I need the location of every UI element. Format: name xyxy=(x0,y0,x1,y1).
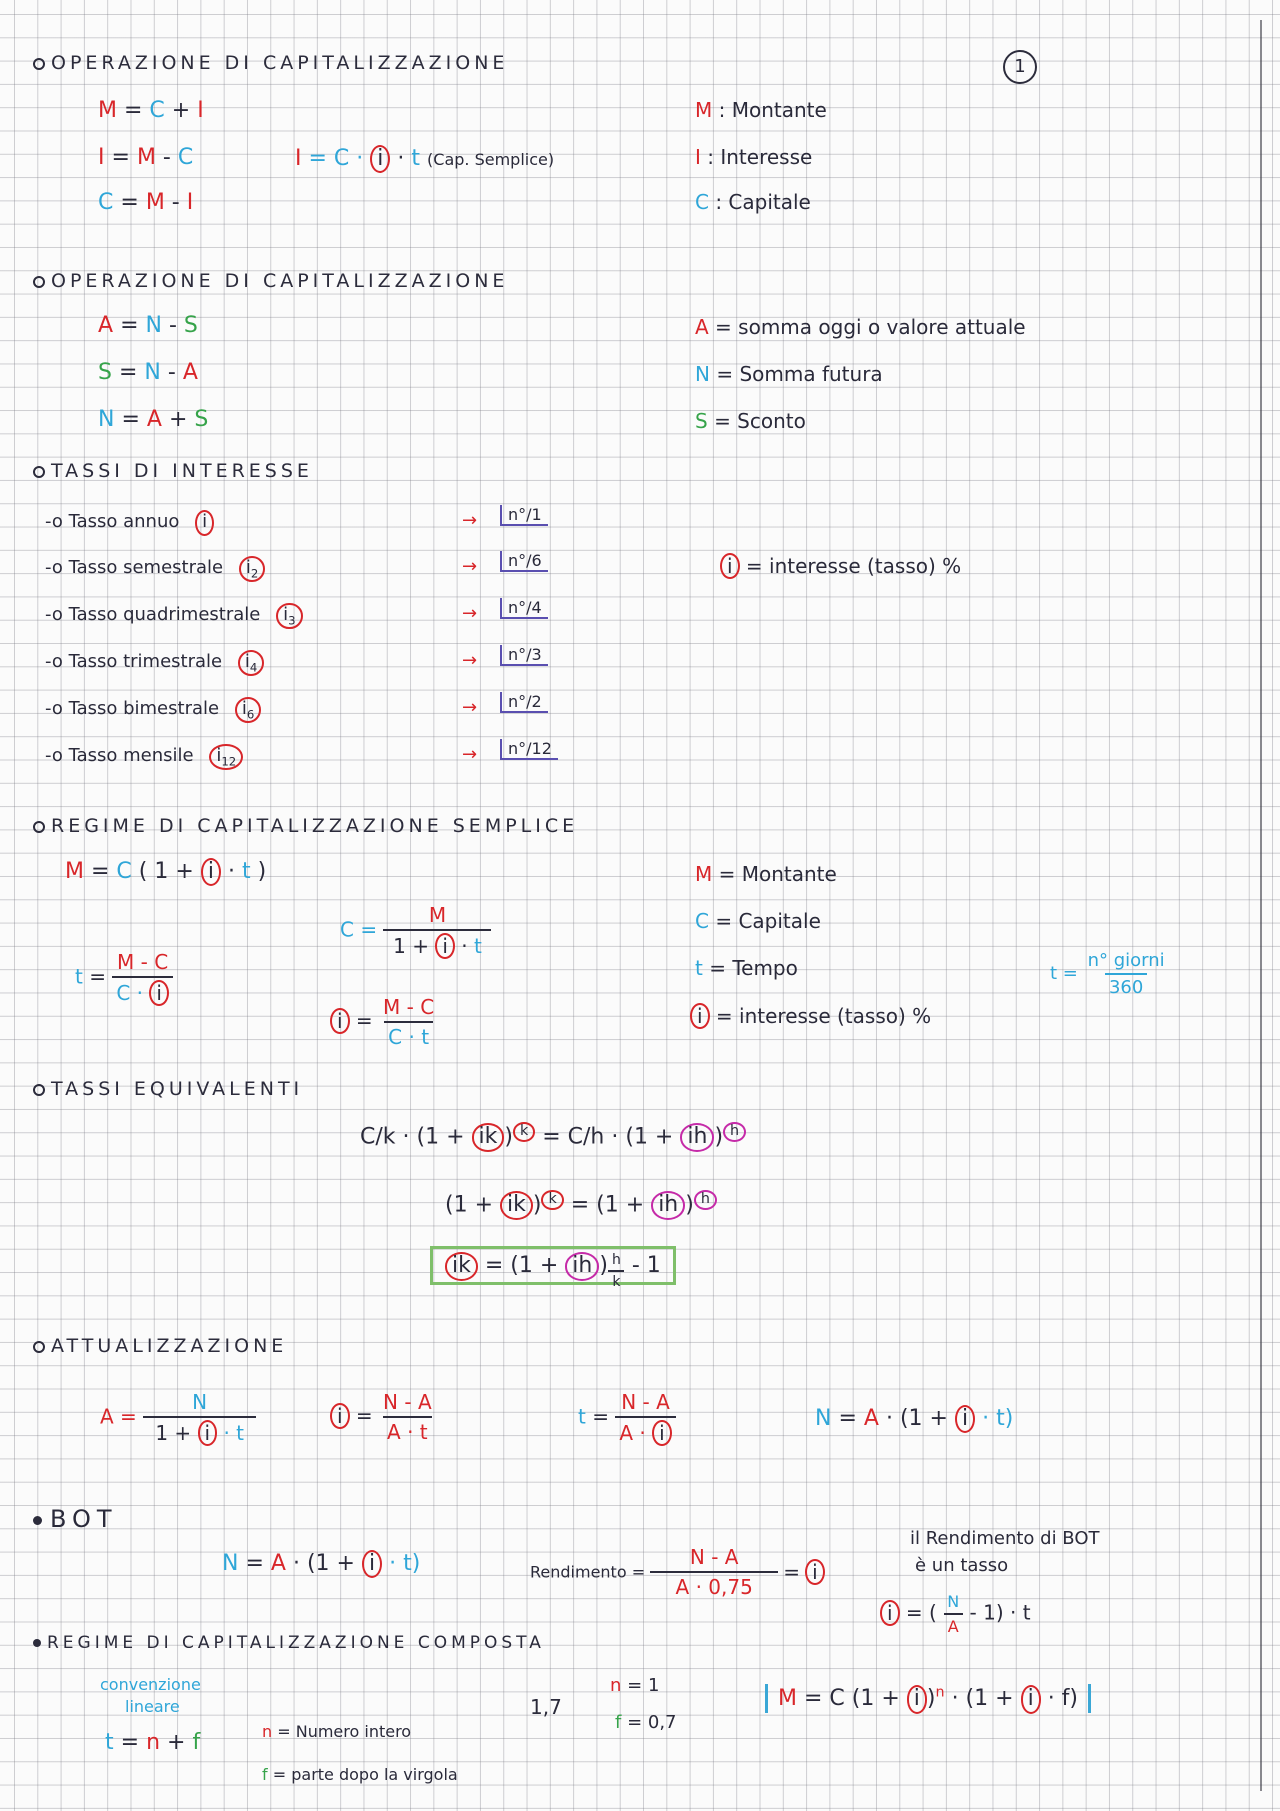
s4-c-formula xyxy=(340,903,491,959)
s8-final-formula xyxy=(765,1685,1091,1714)
bullet-icon xyxy=(33,1341,45,1353)
s1-f1-a: M xyxy=(98,98,117,123)
s7-n-pre: · (1 + xyxy=(292,1551,355,1576)
s7-i-eq: = ( xyxy=(905,1600,937,1625)
rate-row-fourmonthly-sub: 3 xyxy=(288,613,296,628)
s4-i-den-c: C · xyxy=(388,1025,415,1049)
rate-fraction-5-text: n°/2 xyxy=(500,692,548,713)
rate-row-fourmonthly-label: -o Tasso quadrimestrale xyxy=(45,604,261,625)
rate-row-quarterly-label: -o Tasso trimestrale xyxy=(45,651,223,672)
s6-t-eq: = xyxy=(592,1404,609,1429)
s6-n-post: · t) xyxy=(982,1406,1014,1431)
s4-c-lhs: C = xyxy=(340,917,378,942)
s2-f2-a: S xyxy=(98,360,112,385)
s5-l2-ik: ik xyxy=(500,1191,533,1219)
s7-note-line-1: il Rendimento di BOT xyxy=(910,1528,1100,1549)
s6-a-num: N xyxy=(192,1390,208,1414)
s4-legend-1-text: = Montante xyxy=(718,862,837,886)
s6-i-eq: = xyxy=(355,1403,373,1428)
rate-fraction-4-text: n°/3 xyxy=(500,645,548,666)
s4-legend-1-sym: M xyxy=(695,862,713,886)
rate-fraction-2-text: n°/6 xyxy=(500,551,548,572)
s4-i-eq: = xyxy=(355,1008,373,1033)
s6-a-den-i: i xyxy=(198,1420,218,1446)
s6-i-formula xyxy=(330,1390,436,1444)
s7-n-post: · t) xyxy=(389,1551,421,1576)
s4-days-num: n° giorni xyxy=(1087,950,1165,971)
s2-f2-c: A xyxy=(182,360,198,385)
s8-t-n: n xyxy=(146,1730,161,1755)
s7-i-sym: i xyxy=(880,1600,900,1626)
s2-f1-op: - xyxy=(168,313,177,338)
page-number-label: 1 xyxy=(1003,50,1037,84)
s6-i-fraction xyxy=(379,1390,436,1444)
s8-example: 1,7 xyxy=(530,1695,562,1719)
s7-rendimento xyxy=(530,1545,825,1599)
s4-legend-3-sym: t xyxy=(695,956,703,980)
rate-row-quarterly xyxy=(45,650,264,676)
rate-row-annual-sym: i xyxy=(202,511,208,532)
s5-l3-ih: ih xyxy=(565,1252,599,1280)
s5-l1-mid: = C/h · (1 + xyxy=(542,1124,674,1150)
s7-rend-num: N - A xyxy=(689,1545,739,1569)
s2-f2-b: N xyxy=(144,360,161,385)
s4-days-den: 360 xyxy=(1105,973,1147,998)
s7-i-formula xyxy=(880,1592,1031,1636)
s8-final-i1: i xyxy=(907,1685,927,1713)
s1-f1-eq: = xyxy=(123,98,143,123)
s4-c-fraction xyxy=(383,903,491,959)
s4-main-M: M xyxy=(65,859,84,884)
s1-f4-i: i xyxy=(370,145,390,173)
s4-main-plus: + xyxy=(175,859,194,884)
s8-t-plus: + xyxy=(167,1730,186,1755)
s7-i-fraction xyxy=(943,1592,963,1636)
section-2-title-text: OPERAZIONE DI CAPITALIZZAZIONE xyxy=(51,270,509,292)
s1-f4-note: (Cap. Semplice) xyxy=(427,150,555,169)
s3-legend-text: = interesse (tasso) % xyxy=(745,554,962,578)
bullet-icon xyxy=(33,276,45,288)
s7-i-post: - 1) · t xyxy=(969,1600,1031,1625)
s2-f2-op: - xyxy=(167,360,176,385)
s2-f3-op: + xyxy=(168,407,188,432)
rate-row-quarterly-sub: 4 xyxy=(249,660,258,675)
rate-row-monthly-symbol xyxy=(209,744,243,770)
s7-n-i: i xyxy=(362,1550,382,1578)
s8-t-eq-sign: = xyxy=(120,1730,140,1755)
s1-f2-c: C xyxy=(177,145,194,170)
rate-fraction-1 xyxy=(500,505,548,526)
rate-row-bimonthly-sym: i xyxy=(241,698,247,719)
rate-row-semiannual xyxy=(45,556,265,582)
s1-legend-1 xyxy=(695,98,827,122)
s1-simple-interest xyxy=(295,145,554,173)
s6-a-fraction xyxy=(143,1390,256,1446)
s8-f-val-sym: f xyxy=(615,1712,622,1733)
section-7-title-text: BOT xyxy=(50,1505,118,1533)
s5-l1-ih: ih xyxy=(680,1123,714,1151)
s4-i-den-t: t xyxy=(421,1025,430,1049)
s7-i-num: N xyxy=(947,1592,960,1611)
s7-n-formula xyxy=(222,1550,420,1578)
s2-f1-c: S xyxy=(183,313,198,338)
s8-t-eq xyxy=(105,1730,200,1755)
s5-l3-end: - 1 xyxy=(631,1253,661,1279)
s5-l3-exp-bot: k xyxy=(608,1270,624,1290)
section-8-title xyxy=(33,1633,545,1653)
s1-legend-2 xyxy=(695,145,812,169)
s2-f1-b: N xyxy=(145,313,162,338)
s5-l3-mid: = (1 + xyxy=(484,1253,559,1279)
s6-n-i: i xyxy=(955,1405,975,1433)
s8-t-f: f xyxy=(192,1730,201,1755)
s2-f3-c: S xyxy=(194,407,209,432)
s1-legend-1-text: : Montante xyxy=(718,98,827,122)
section-3-title-text: TASSI DI INTERESSE xyxy=(51,460,313,482)
bullet-icon xyxy=(33,821,45,833)
rate-fraction-6 xyxy=(500,739,558,760)
s4-main-eq: = xyxy=(90,859,110,884)
arrow-icon: → xyxy=(462,650,478,671)
section-1-title-text: OPERAZIONE DI CAPITALIZZAZIONE xyxy=(51,52,509,74)
section-7-title xyxy=(33,1505,118,1533)
rate-row-annual xyxy=(45,510,214,536)
s8-f-val xyxy=(615,1712,677,1733)
s5-l2-h: h xyxy=(694,1190,717,1210)
s1-f2-op: - xyxy=(162,145,171,170)
s4-t-lhs: t xyxy=(75,964,83,989)
rate-row-semiannual-label: -o Tasso semestrale xyxy=(45,557,224,578)
s4-c-den xyxy=(383,929,491,959)
arrow-icon: → xyxy=(462,744,478,765)
s6-t-den-i: i xyxy=(652,1420,672,1446)
s7-note-line-2: è un tasso xyxy=(915,1555,1009,1576)
s1-f3-eq: = xyxy=(120,190,139,215)
s1-f2-eq: = xyxy=(111,145,130,170)
s6-t-formula xyxy=(578,1390,676,1446)
s8-final-exp: n xyxy=(935,1685,945,1701)
s4-days-fraction xyxy=(1084,950,1169,998)
s1-legend-3-text: : Capitale xyxy=(715,190,811,214)
s4-legend-4-sym: i xyxy=(690,1003,710,1029)
rate-fraction-5 xyxy=(500,692,548,713)
rate-fraction-2 xyxy=(500,551,548,572)
s4-c-den-dot: · xyxy=(461,934,468,958)
s8-n-def-sym: n xyxy=(262,1722,273,1741)
s4-days-lhs: t = xyxy=(1050,963,1078,984)
s4-c-num: M xyxy=(428,903,447,927)
s8-n-val-text: = 1 xyxy=(627,1675,660,1696)
s6-t-num: N - A xyxy=(621,1390,670,1414)
s2-legend-1 xyxy=(695,315,1026,339)
s1-f3-b: M xyxy=(145,190,165,215)
s1-f2-a: I xyxy=(98,145,105,170)
rate-row-bimonthly-symbol xyxy=(235,697,261,723)
rate-row-quarterly-sym: i xyxy=(244,651,250,672)
rate-row-monthly-sym: i xyxy=(216,745,222,766)
s7-rend-fraction xyxy=(650,1545,778,1599)
s8-final-pre: = C (1 + xyxy=(803,1686,900,1712)
s1-legend-1-sym: M xyxy=(695,98,713,122)
s1-legend-2-text: : Interesse xyxy=(707,145,813,169)
s4-t-den-c: C · xyxy=(116,981,144,1005)
s4-legend-2 xyxy=(695,909,821,933)
s1-formula-3 xyxy=(98,190,193,215)
rate-row-bimonthly xyxy=(45,697,261,723)
s5-l2-ih: ih xyxy=(651,1191,685,1219)
s5-l1-h: h xyxy=(723,1122,746,1142)
arrow-icon: → xyxy=(462,697,478,718)
s4-t-den-i: i xyxy=(149,980,169,1006)
rate-row-fourmonthly-sym: i xyxy=(283,604,289,625)
s4-legend-1 xyxy=(695,862,837,886)
s5-l3-exp xyxy=(608,1252,625,1290)
s2-formula-3 xyxy=(98,407,208,432)
s7-n-lhs: N xyxy=(222,1551,239,1576)
s8-conv-1: convenzione xyxy=(100,1675,201,1694)
s4-main-open: ( xyxy=(138,859,148,884)
s8-final-box: M = C (1 + i )$^n$ · (1 + i · f) xyxy=(765,1684,1091,1713)
rate-row-monthly-label: -o Tasso mensile xyxy=(45,745,194,766)
s1-formula-1 xyxy=(98,98,204,123)
rate-row-semiannual-symbol xyxy=(239,556,265,582)
s1-f1-b: C xyxy=(149,98,165,123)
s4-days-formula xyxy=(1050,950,1169,998)
s6-a-formula xyxy=(100,1390,256,1446)
section-2-title xyxy=(33,270,508,292)
s5-l1-k: k xyxy=(513,1122,535,1142)
s7-i-den: A xyxy=(944,1613,963,1636)
s1-legend-3 xyxy=(695,190,811,214)
s1-f3-op: - xyxy=(171,190,180,215)
s4-t-formula xyxy=(75,950,173,1006)
rate-row-fourmonthly-symbol xyxy=(276,603,302,629)
s2-legend-3-text: = Sconto xyxy=(714,409,806,433)
s6-a-den xyxy=(143,1416,256,1446)
s6-t-lhs: t xyxy=(578,1404,586,1429)
s2-formula-2 xyxy=(98,360,198,385)
s5-line-1: C/k · (1 + ik ) $^k$ = C/h · (1 + ih ) $^h$ xyxy=(360,1122,746,1152)
bullet-icon xyxy=(33,1084,45,1096)
s8-conv-2: lineare xyxy=(125,1697,180,1716)
section-3-title xyxy=(33,460,313,482)
s4-main-i: i xyxy=(201,858,221,886)
s6-n-eq: = xyxy=(838,1406,857,1431)
rate-fraction-3 xyxy=(500,598,548,619)
s2-f1-eq: = xyxy=(120,313,139,338)
s7-rend-den: A · 0,75 xyxy=(650,1571,778,1599)
rate-row-quarterly-symbol xyxy=(238,650,264,676)
page-number xyxy=(1003,50,1037,84)
s2-legend-2 xyxy=(695,362,883,386)
s6-n-formula xyxy=(815,1405,1013,1433)
s6-i-num: N - A xyxy=(383,1390,432,1414)
s5-result-box: ik = (1 + ih ) $\frac{h}{k}$ - 1 xyxy=(430,1246,676,1285)
s4-c-den-pre: 1 + xyxy=(393,934,429,958)
s4-i-fraction xyxy=(379,995,438,1049)
s8-final-mid: · (1 + xyxy=(951,1686,1014,1712)
rate-fraction-6-text: n°/12 xyxy=(500,739,558,760)
s1-f3-c: I xyxy=(186,190,194,215)
section-6-title-text: ATTUALIZZAZIONE xyxy=(51,1335,288,1357)
s6-i-lhs: i xyxy=(330,1403,350,1429)
rate-row-annual-symbol xyxy=(195,510,214,536)
s7-n-A: A xyxy=(270,1551,286,1576)
s2-f3-eq: = xyxy=(121,407,140,432)
s2-legend-2-sym: N xyxy=(695,362,710,386)
section-8-title-text: REGIME DI CAPITALIZZAZIONE COMPOSTA xyxy=(47,1633,545,1653)
s8-t-sym: t xyxy=(105,1730,114,1755)
s7-rend-label: Rendimento = xyxy=(530,1562,646,1582)
s4-main-C: C xyxy=(116,859,132,884)
s6-n-lhs: N xyxy=(815,1406,832,1431)
s6-a-den-t: · t xyxy=(223,1421,244,1445)
bullet-icon xyxy=(33,58,45,70)
s4-t-eq: = xyxy=(89,964,106,989)
s4-t-fraction xyxy=(112,950,173,1006)
s4-main-one: 1 xyxy=(154,859,169,884)
s4-legend-3-text: = Tempo xyxy=(709,956,798,980)
s6-n-A: A xyxy=(863,1406,879,1431)
s4-i-num: M - C xyxy=(383,995,435,1019)
s7-rend-i: i xyxy=(805,1559,825,1585)
s7-n-eq: = xyxy=(245,1551,264,1576)
s4-main-t: t xyxy=(241,859,251,884)
rate-fraction-1-text: n°/1 xyxy=(500,505,548,526)
s8-n-val xyxy=(610,1675,659,1696)
s5-l1-left: C/k · (1 + xyxy=(360,1124,465,1150)
s8-final-post: · f) xyxy=(1047,1686,1079,1712)
s3-legend-sym: i xyxy=(720,553,740,579)
s8-n-val-sym: n xyxy=(610,1675,622,1696)
rate-fraction-4 xyxy=(500,645,548,666)
arrow-icon: → xyxy=(462,556,478,577)
s1-f4-dot: · xyxy=(397,146,405,171)
s2-legend-1-sym: A xyxy=(695,315,709,339)
s4-legend-3 xyxy=(695,956,798,980)
s2-f3-b: A xyxy=(146,407,162,432)
s6-i-den: A · t xyxy=(383,1416,432,1444)
rate-row-bimonthly-label: -o Tasso bimestrale xyxy=(45,698,220,719)
section-4-title xyxy=(33,815,578,837)
s8-final-i2: i xyxy=(1021,1685,1041,1713)
s2-f1-a: A xyxy=(98,313,114,338)
s2-formula-1 xyxy=(98,313,198,338)
rate-row-semiannual-sym: i xyxy=(245,557,251,578)
s1-f4-rhs: = C · xyxy=(308,146,364,171)
section-5-title-text: TASSI EQUIVALENTI xyxy=(51,1078,304,1100)
s8-n-def xyxy=(262,1722,411,1741)
s4-legend-2-sym: C xyxy=(695,909,709,933)
s8-f-def-sym: f xyxy=(262,1765,268,1784)
s6-t-den-a: A · xyxy=(619,1421,646,1445)
section-6-title xyxy=(33,1335,287,1357)
s4-i-formula xyxy=(330,995,438,1049)
s4-legend-4 xyxy=(690,1003,931,1029)
rate-row-bimonthly-sub: 6 xyxy=(246,707,255,722)
s5-line-3 xyxy=(430,1252,676,1290)
rate-row-annual-label: -o Tasso annuo xyxy=(45,511,180,532)
s1-f3-a: C xyxy=(98,190,114,215)
s4-legend-4-text: = interesse (tasso) % xyxy=(715,1004,932,1028)
s5-l2-mid: = (1 + xyxy=(570,1192,645,1218)
s1-f4-lhs: I xyxy=(295,146,302,171)
s1-formula-2 xyxy=(98,145,193,170)
s2-legend-1-text: = somma oggi o valore attuale xyxy=(715,315,1026,339)
s8-f-def xyxy=(262,1765,458,1784)
s4-main-dot: · xyxy=(227,859,235,884)
s2-legend-3-sym: S xyxy=(695,409,708,433)
s6-t-den xyxy=(615,1416,675,1446)
rate-row-fourmonthly xyxy=(45,603,303,629)
s8-f-val-text: = 0,7 xyxy=(627,1712,677,1733)
bullet-icon xyxy=(33,1516,42,1525)
s3-legend xyxy=(720,553,961,579)
rate-row-monthly xyxy=(45,744,243,770)
rate-fraction-3-text: n°/4 xyxy=(500,598,548,619)
s4-c-den-i: i xyxy=(435,933,455,959)
bullet-icon xyxy=(33,466,45,478)
s6-a-den-pre: 1 + xyxy=(155,1421,192,1445)
s1-legend-2-sym: I xyxy=(695,145,701,169)
s6-t-fraction xyxy=(615,1390,675,1446)
s1-f2-b: M xyxy=(136,145,156,170)
rate-row-monthly-sub: 12 xyxy=(221,754,237,769)
arrow-icon: → xyxy=(462,603,478,624)
s2-legend-3 xyxy=(695,409,806,433)
s2-f2-eq: = xyxy=(118,360,138,385)
s1-f4-t: t xyxy=(411,146,421,171)
s5-l3-ik: ik xyxy=(445,1252,478,1280)
section-4-title-text: REGIME DI CAPITALIZZAZIONE SEMPLICE xyxy=(51,815,579,837)
section-1-title xyxy=(33,52,508,74)
s4-main-close: ) xyxy=(257,859,267,884)
s4-c-den-t: t xyxy=(473,934,482,958)
s1-legend-3-sym: C xyxy=(695,190,709,214)
s2-legend-2-text: = Somma futura xyxy=(716,362,883,386)
s4-t-den xyxy=(112,976,173,1006)
s5-l2-k: k xyxy=(541,1190,563,1210)
s4-legend-2-text: = Capitale xyxy=(715,909,821,933)
s1-f1-op: + xyxy=(171,98,191,123)
s8-f-def-text: = parte dopo la virgola xyxy=(272,1765,458,1784)
s4-main-formula xyxy=(65,858,266,886)
s4-i-lhs: i xyxy=(330,1008,350,1034)
s5-l1-ik: ik xyxy=(472,1123,505,1151)
bullet-icon xyxy=(33,1639,41,1647)
s5-l2-left: (1 + xyxy=(445,1192,494,1218)
s1-f1-c: I xyxy=(197,98,204,123)
s7-rend-eq: = xyxy=(783,1560,801,1584)
s8-n-def-text: = Numero intero xyxy=(277,1722,412,1741)
s6-a-lhs: A = xyxy=(100,1404,137,1429)
s5-l3-exp-top: h xyxy=(611,1252,621,1268)
s4-t-num: M - C xyxy=(117,950,169,974)
arrow-icon: → xyxy=(462,510,478,531)
section-5-title xyxy=(33,1078,303,1100)
rate-row-semiannual-sub: 2 xyxy=(250,566,259,581)
s8-final-M: M xyxy=(778,1686,797,1712)
s4-i-den xyxy=(384,1021,433,1049)
s5-line-2: (1 + ik ) $^k$ = (1 + ih ) $^h$ xyxy=(445,1190,717,1220)
s6-n-pre: · (1 + xyxy=(885,1406,948,1431)
s2-f3-a: N xyxy=(98,407,115,432)
